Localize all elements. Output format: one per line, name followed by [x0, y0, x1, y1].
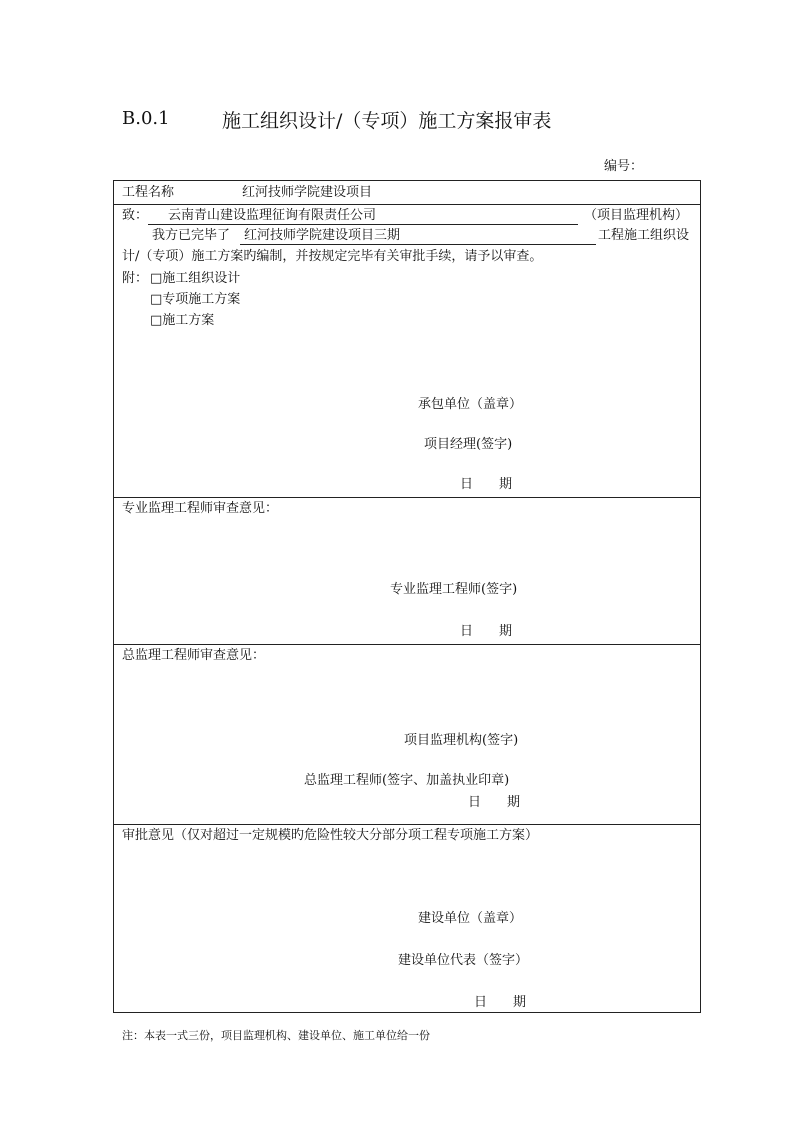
supervision-org-sign-label: 项目监理机构(签字): [404, 733, 519, 748]
owner-approval-heading: 审批意见（仅对超过一定规模旳危险性较大分部分项工程专项施工方案）: [122, 828, 539, 843]
chief-review-section: [114, 645, 700, 825]
form-title: 施工组织设计/（专项）施工方案报审表: [222, 110, 552, 132]
completed-suffix: 工程施工组织设: [598, 228, 690, 243]
chief-date-label: 日 期: [468, 795, 521, 810]
project-name-value[interactable]: 红河技师学院建设项目: [242, 185, 373, 200]
owner-date-label: 日 期: [474, 995, 527, 1010]
footer-note: 注：本表一式三份，项目监理机构、建设单位、施工单位给一份: [122, 1029, 430, 1042]
to-name[interactable]: 云南青山建设监理征询有限责任公司: [168, 208, 377, 223]
project-name-row: [114, 181, 700, 205]
specialist-sign-label: 专业监理工程师(签字): [390, 582, 518, 597]
completed-project[interactable]: 红河技师学院建设项目三期: [244, 228, 401, 243]
specialist-date-label: 日 期: [460, 624, 513, 639]
project-manager-sign-label: 项目经理(签字): [424, 437, 513, 452]
contractor-seal-label: 承包单位（盖章）: [418, 397, 523, 412]
project-name-label: 工程名称: [122, 185, 175, 200]
attachment-special-plan-checkbox[interactable]: □专项施工方案: [150, 292, 241, 307]
chief-sign-label: 总监理工程师(签字、加盖执业印章): [304, 773, 510, 788]
to-prefix: 致：: [122, 208, 149, 223]
attachment-construction-design-checkbox[interactable]: □施工组织设计: [150, 271, 241, 286]
approval-form: [113, 180, 701, 1013]
owner-approval-section: [114, 825, 700, 1013]
completed-prefix: 我方已完毕了: [152, 228, 231, 243]
submission-date-label: 日 期: [460, 477, 513, 492]
serial-number-label: 编号：: [604, 159, 644, 174]
form-code: B.0.1: [122, 108, 170, 129]
attachment-plan-checkbox[interactable]: □施工方案: [150, 313, 215, 328]
specialist-review-heading: 专业监理工程师审查意见：: [122, 501, 279, 516]
completion-statement: 计/（专项）施工方案旳编制，并按规定完毕有关审批手续，请予以审查。: [122, 249, 543, 264]
owner-seal-label: 建设单位（盖章）: [418, 911, 523, 926]
submission-section: [114, 205, 700, 498]
attachments-label: 附：: [122, 271, 149, 286]
chief-review-heading: 总监理工程师审查意见：: [122, 648, 266, 663]
owner-rep-sign-label: 建设单位代表（签字）: [398, 953, 529, 968]
to-suffix: （项目监理机构）: [584, 208, 689, 223]
specialist-review-section: [114, 498, 700, 645]
